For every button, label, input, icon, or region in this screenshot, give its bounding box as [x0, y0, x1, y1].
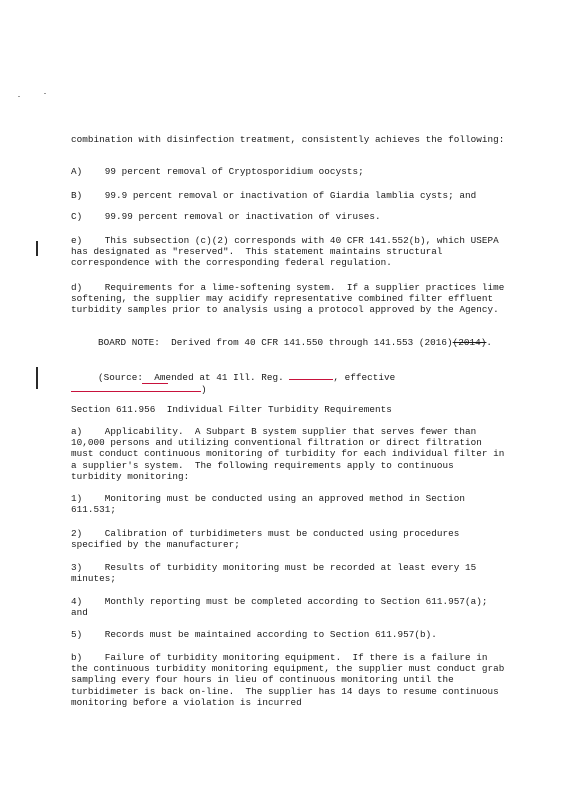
board-note-text: BOARD NOTE: Derived from 40 CFR 141.550 through 141.553 (2016)	[98, 337, 453, 348]
subsection-d-paragraph: d) Requirements for a lime-softening system. If a supplier practices lime softening, the supplier may acidify representative combined filter effluent turbidity samples prior to analysis using a protocol approved by the Agency.	[71, 282, 511, 316]
board-note	[71, 337, 507, 348]
register-page-blank	[289, 371, 333, 380]
insertion-mark	[142, 383, 168, 384]
effective-date-blank	[71, 383, 201, 392]
source-note-close: )	[201, 384, 207, 396]
list-item-5: 5) Records must be maintained according to Section 611.957(b).	[71, 629, 437, 640]
item-a: A) 99 percent removal of Cryptosporidium oocysts;	[71, 166, 364, 177]
source-note	[71, 371, 507, 395]
subsection-b-paragraph: b) Failure of turbidity monitoring equipment. If there is a failure in the continuous turbidity monitoring equipment, the supplier must conduct grab sampling every four hours in lieu of continuous monitoring until the turbidimeter is back on-line. The supplier has 14 days to resume continuous monitoring before a violation is incurred	[71, 652, 511, 708]
revision-bar	[36, 241, 38, 256]
source-note-effective: , effective	[333, 372, 396, 383]
board-note-struck-year: (2014)	[452, 337, 487, 348]
board-note-period: .	[486, 337, 493, 348]
item-c: C) 99.99 percent removal or inactivation of viruses.	[71, 211, 381, 222]
source-note-open: (Source: Amended at 41 Ill. Reg.	[98, 372, 290, 383]
list-item-1: 1) Monitoring must be conducted using an approved method in Section 611.531;	[71, 493, 471, 516]
scan-speck	[44, 93, 46, 94]
scan-speck	[18, 96, 20, 97]
list-item-2: 2) Calibration of turbidimeters must be conducted using procedures specified by the manufacturer;	[71, 528, 466, 551]
subsection-a-paragraph: a) Applicability. A Subpart B system supplier that serves fewer than 10,000 persons and utilizing conventional filtration or direct filtration must conduct continuous monitoring of turbidity for each individual filter in a supplier's system. The following requirements apply to continuous turbidity monitoring:	[71, 426, 511, 482]
list-item-4: 4) Monthly reporting must be completed according to Section 611.957(a); and	[71, 596, 494, 619]
subsection-e-paragraph: e) This subsection (c)(2) corresponds with 40 CFR 141.552(b), which USEPA has designated as "reserved". This statement maintains structural correspondence with the corresponding federal regulation.	[71, 235, 505, 269]
list-item-3: 3) Results of turbidity monitoring must be recorded at least every 15 minutes;	[71, 562, 482, 585]
revision-bar	[36, 367, 38, 389]
section-heading: Section 611.956 Individual Filter Turbidity Requirements	[71, 404, 392, 415]
item-b: B) 99.9 percent removal or inactivation of Giardia lamblia cysts; and	[71, 190, 477, 201]
intro-paragraph: combination with disinfection treatment, consistently achieves the following:	[71, 134, 505, 145]
